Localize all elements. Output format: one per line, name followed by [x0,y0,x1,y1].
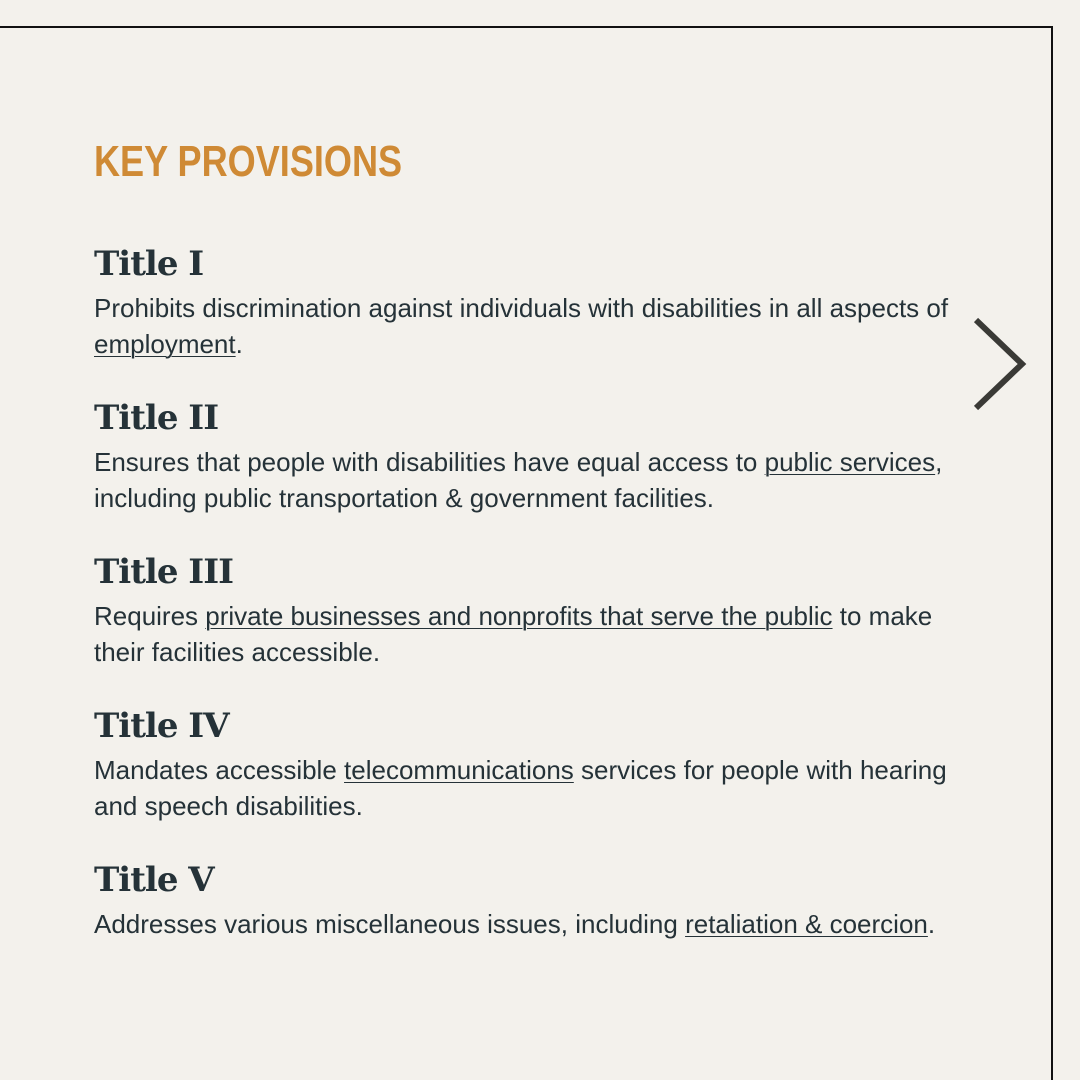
provision-title: Title III [94,552,234,592]
description-text: services for people with hearing and speech disabilities. [94,755,947,821]
provision-title-3 [94,552,974,670]
description-text: Addresses various miscellaneous issues, including [94,909,686,939]
description-text: , including public transportation & government facilities. [94,447,943,513]
next-slide-button[interactable] [968,314,1034,414]
description-text: . [235,329,243,359]
description-text: Ensures that people with disabilities have equal access to [94,447,765,477]
public-services-link[interactable]: public services [764,447,936,477]
description-text: Mandates accessible [94,755,345,785]
provision-description [94,906,974,942]
provision-title: Title V [94,860,214,900]
description-text: Prohibits discrimination against individuals with disabilities in all aspects of [94,293,949,323]
frame-right-border [1051,26,1053,1080]
provision-title: Title II [94,398,219,438]
retaliation-coercion-link[interactable]: retaliation & coercion [685,909,928,939]
frame-top-border [0,26,1053,28]
provision-description [94,598,974,670]
private-businesses-link[interactable]: private businesses and nonprofits that serve the public [205,601,833,631]
provision-description [94,444,974,516]
provision-title: Title IV [94,706,229,746]
provision-title-2 [94,398,974,516]
employment-link[interactable]: employment [94,329,236,359]
telecommunications-link[interactable]: telecommunications [344,755,574,785]
provision-title-5 [94,860,974,942]
provision-title-4 [94,706,974,824]
description-text: . [927,909,936,939]
description-text: Requires [94,601,206,631]
page-heading: KEY PROVISIONS [94,137,403,186]
description-text: to make their facilities accessible. [94,601,933,667]
provision-description [94,290,974,362]
provision-description [94,752,974,824]
key-provisions-panel [94,136,974,978]
chevron-right-icon [968,314,1034,414]
provision-title: Title I [94,244,204,284]
provision-title-1 [94,244,974,362]
